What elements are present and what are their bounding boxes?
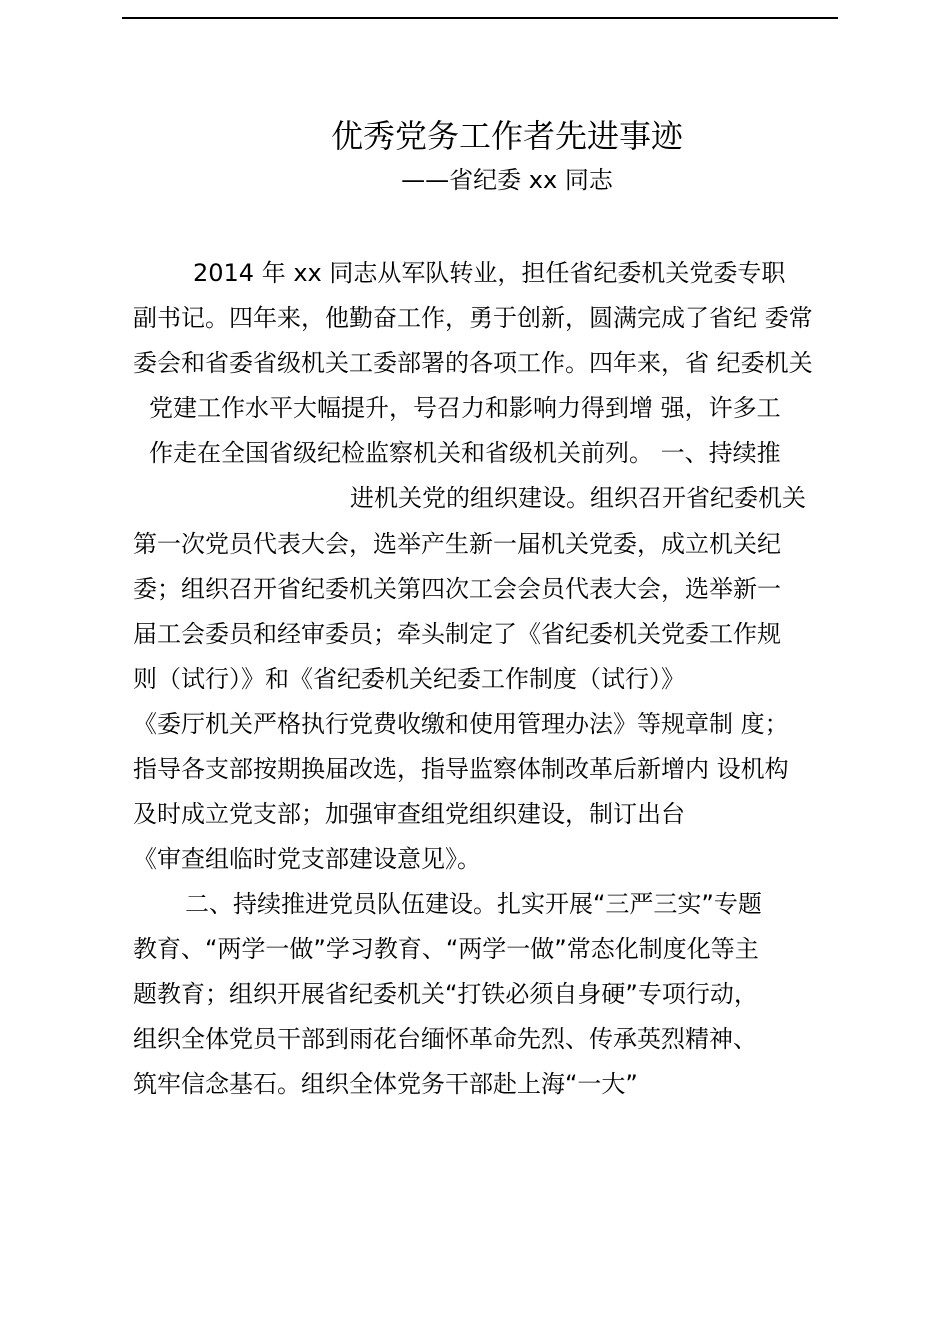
body-line: 党建工作水平大幅提升，号召力和影响力得到增 强，许多工 bbox=[149, 394, 781, 422]
body-line: 2014 年 xx 同志从军队转业，担任省纪委机关党委专职 bbox=[193, 259, 786, 287]
body-line: 指导各支部按期换届改选，指导监察体制改革后新增内 设机构 bbox=[133, 755, 789, 783]
body-line: 《委厅机关严格执行党费收缴和使用管理办法》等规章制 度； bbox=[133, 710, 789, 738]
body-line: 及时成立党支部；加强审查组党组织建设，制订出台 bbox=[133, 800, 685, 828]
body-line: 题教育；组织开展省纪委机关“打铁必须自身硬”专项行动， bbox=[133, 980, 758, 1008]
body-line: 则（试行）》和《省纪委机关纪委工作制度（试行）》 bbox=[133, 665, 685, 693]
document-title: 优秀党务工作者先进事迹 bbox=[330, 117, 683, 155]
body-line: 教育、“两学一做”学习教育、“两学一做”常态化制度化等主 bbox=[133, 935, 759, 963]
body-line: 组织全体党员干部到雨花台缅怀革命先烈、传承英烈精神、 bbox=[133, 1025, 757, 1053]
header-rule bbox=[122, 17, 838, 19]
body-line: 副书记。四年来，他勤奋工作，勇于创新，圆满完成了省纪 委常 bbox=[133, 304, 813, 332]
body-line: 第一次党员代表大会，选举产生新一届机关党委，成立机关纪 bbox=[133, 530, 781, 558]
document-subtitle: ——省纪委 xx 同志 bbox=[401, 166, 613, 194]
body-line: 筑牢信念基石。组织全体党务干部赴上海“一大” bbox=[133, 1070, 638, 1098]
body-line: 进机关党的组织建设。组织召开省纪委机关 bbox=[350, 484, 806, 512]
body-line: 作走在全国省级纪检监察机关和省级机关前列。 一、持续推 bbox=[149, 439, 781, 467]
body-line: 二、持续推进党员队伍建设。扎实开展“三严三实”专题 bbox=[185, 890, 762, 918]
body-line: 委会和省委省级机关工委部署的各项工作。四年来，省 纪委机关 bbox=[133, 349, 813, 377]
body-line: 《审查组临时党支部建设意见》。 bbox=[133, 845, 481, 873]
body-line: 届工会委员和经审委员；牵头制定了《省纪委机关党委工作规 bbox=[133, 620, 781, 648]
body-line: 委；组织召开省纪委机关第四次工会会员代表大会，选举新一 bbox=[133, 575, 781, 603]
